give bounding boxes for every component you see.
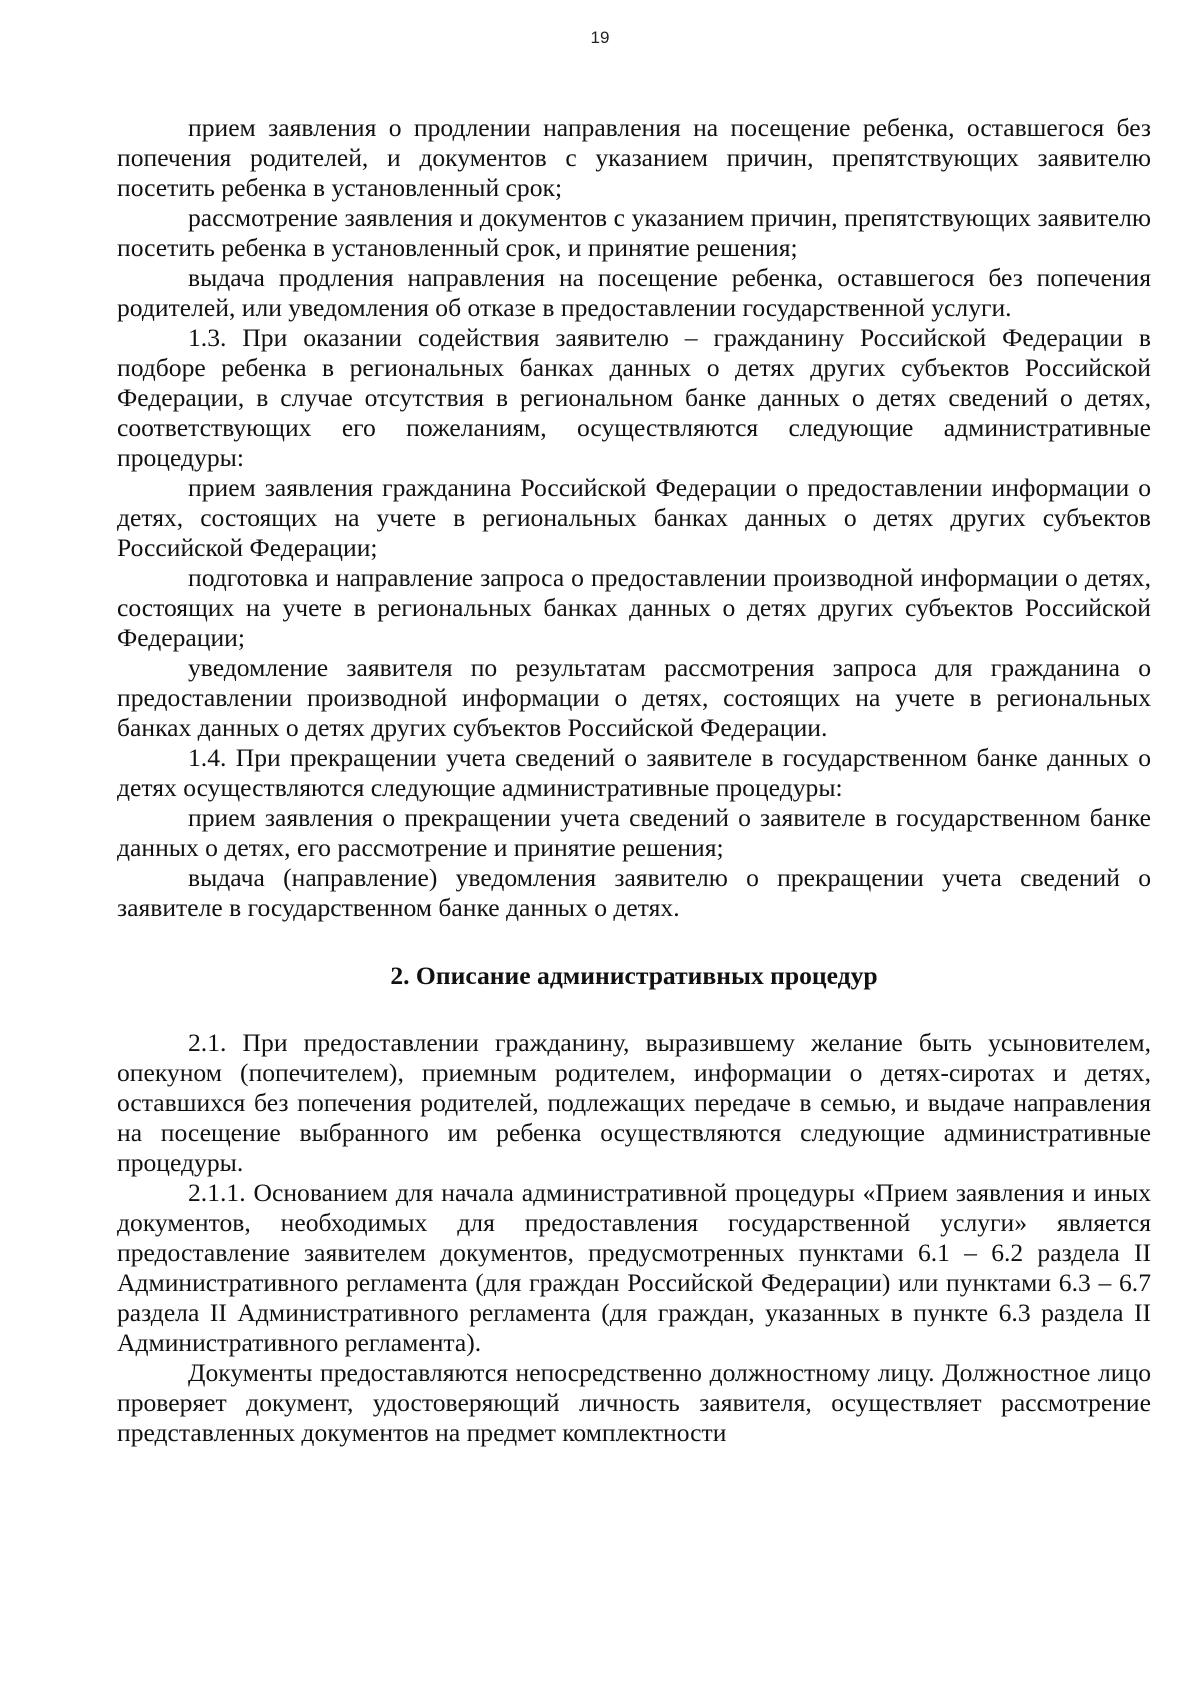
paragraph: прием заявления о прекращении учета сведений о заявителе в государственном банке данных о детях, его рассмотрение и принятие решения; bbox=[117, 803, 1151, 862]
paragraph: выдача продления направления на посещение ребенка, оставшегося без попечения родителей, или уведомления об отказе в предоставлении государственной услуги. bbox=[117, 263, 1151, 322]
paragraph: 1.3. При оказании содействия заявителю – гражданину Российской Федерации в подборе ребенка в региональных банках данных о детях других субъектов Российской Федерации, в случае отсутствия в региональном банке данных о детях сведений о детях, соответствующих его пожеланиям, осуществляются следующие административные процедуры: bbox=[117, 323, 1151, 472]
page-number: 19 bbox=[590, 28, 610, 47]
paragraph: уведомление заявителя по результатам рассмотрения запроса для гражданина о предоставлении производной информации о детях, состоящих на учете в региональных банках данных о детях других субъектов Российской Федерации. bbox=[117, 653, 1151, 742]
paragraph: 2.1. При предоставлении гражданину, выразившему желание быть усыновителем, опекуном (попечителем), приемным родителем, информации о детях-сиротах и детях, оставшихся без попечения родителей, подлежащих передаче в семью, и выдаче направления на посещение выбранного им ребенка осуществляются следующие административные процедуры. bbox=[117, 1028, 1151, 1177]
paragraph: рассмотрение заявления и документов с указанием причин, препятствующих заявителю посетить ребенка в установленный срок, и принятие решения; bbox=[117, 203, 1151, 262]
paragraph: Документы предоставляются непосредственно должностному лицу. Должностное лицо проверяет документ, удостоверяющий личность заявителя, осуществляет рассмотрение представленных документов на предмет комплектности bbox=[117, 1358, 1151, 1447]
document-body bbox=[117, 113, 1151, 1448]
section-heading: 2. Описание административных процедур bbox=[390, 961, 878, 990]
paragraph: подготовка и направление запроса о предоставлении производной информации о детях, состоящих на учете в региональных банках данных о детях других субъектов Российской Федерации; bbox=[117, 563, 1151, 652]
paragraph: 1.4. При прекращении учета сведений о заявителе в государственном банке данных о детях осуществляются следующие административные процедуры: bbox=[117, 743, 1151, 802]
paragraph: прием заявления гражданина Российской Федерации о предоставлении информации о детях, состоящих на учете в региональных банках данных о детях других субъектов Российской Федерации; bbox=[117, 473, 1151, 562]
paragraph: выдача (направление) уведомления заявителю о прекращении учета сведений о заявителе в государственном банке данных о детях. bbox=[117, 863, 1151, 922]
paragraph: прием заявления о продлении направления на посещение ребенка, оставшегося без попечения родителей, и документов с указанием причин, препятствующих заявителю посетить ребенка в установленный срок; bbox=[117, 113, 1151, 202]
paragraph: 2.1.1. Основанием для начала административной процедуры «Прием заявления и иных документов, необходимых для предоставления государственной услуги» является предоставление заявителем документов, предусмотренных пунктами 6.1 – 6.2 раздела II Административного регламента (для граждан Российской Федерации) или пунктами 6.3 – 6.7 раздела II Административного регламента (для граждан, указанных в пункте 6.3 раздела II Административного регламента). bbox=[117, 1178, 1151, 1357]
